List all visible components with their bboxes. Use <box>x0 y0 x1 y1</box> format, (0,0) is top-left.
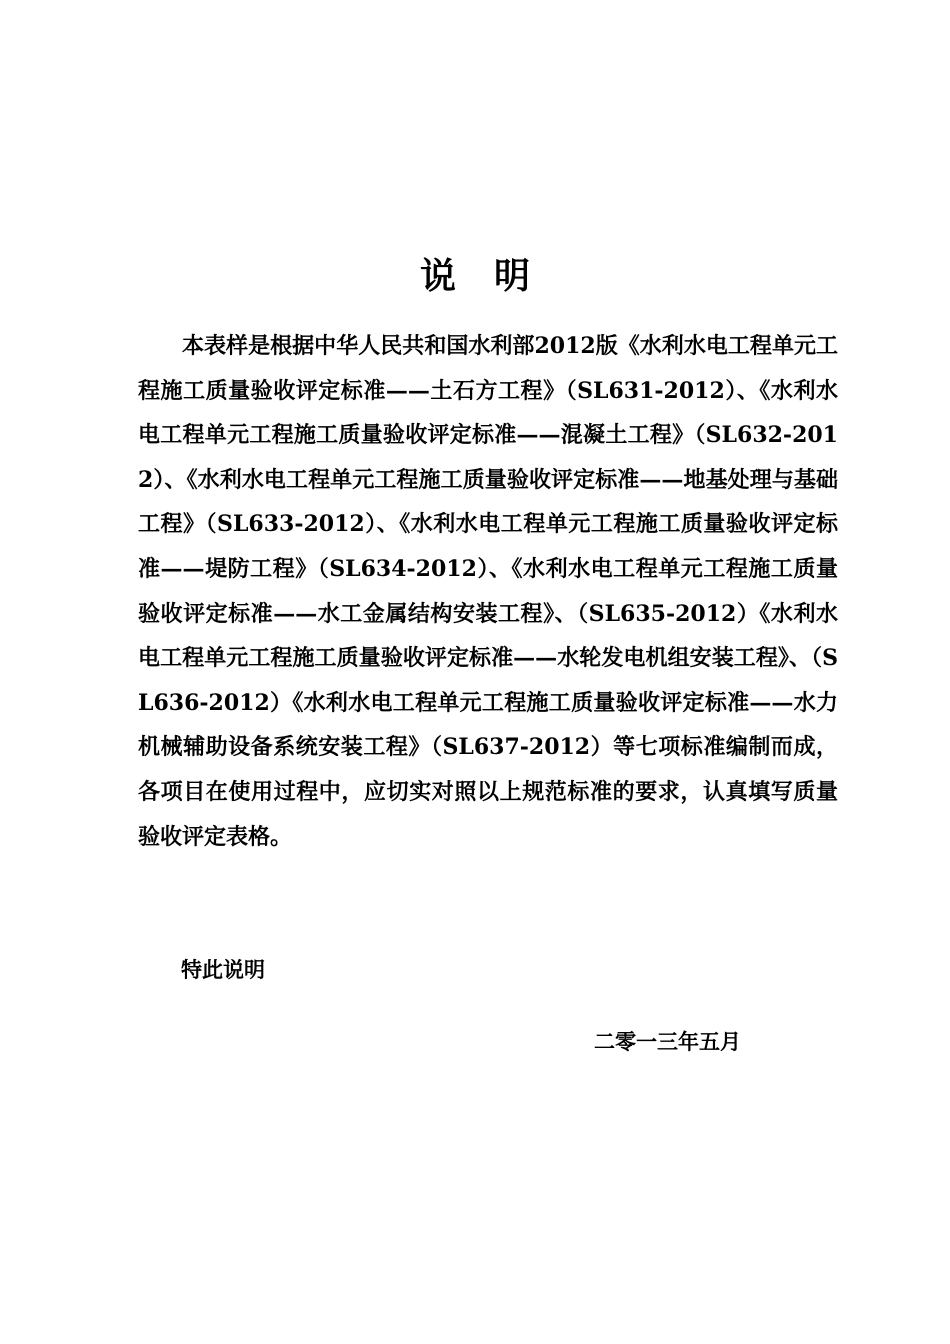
closing-note: 特此说明 <box>181 957 265 982</box>
body-paragraph: 本表样是根据中华人民共和国水利部2012版《水利水电工程单元工程施工质量验收评定标准——土石方工程》（SL631-2012）、《水利水电工程单元工程施工质量验收评定标准——混凝土工程》（SL632-2012）、《水利水电工程单元工程施工质量验收评定标准——地基处理与基础工程》（SL633-2012）、《水利水电工程单元工程施工质量验收评定标准——堤防工程》（SL634-2012）、《水利水电工程单元工程施工质量验收评定标准——水工金属结构安装工程》、（SL635-2012）《水利水电工程单元工程施工质量验收评定标准——水轮发电机组安装工程》、（SL636-2012）《水利水电工程单元工程施工质量验收评定标准——水力机械辅助设备系统安装工程》（SL637-2012）等七项标准编制而成，各项目在使用过程中，应切实对照以上规范标准的要求，认真填写质量验收评定表格。 <box>138 333 838 850</box>
page-title: 说明 <box>419 255 568 297</box>
document-date: 二零一三年五月 <box>594 1029 741 1054</box>
